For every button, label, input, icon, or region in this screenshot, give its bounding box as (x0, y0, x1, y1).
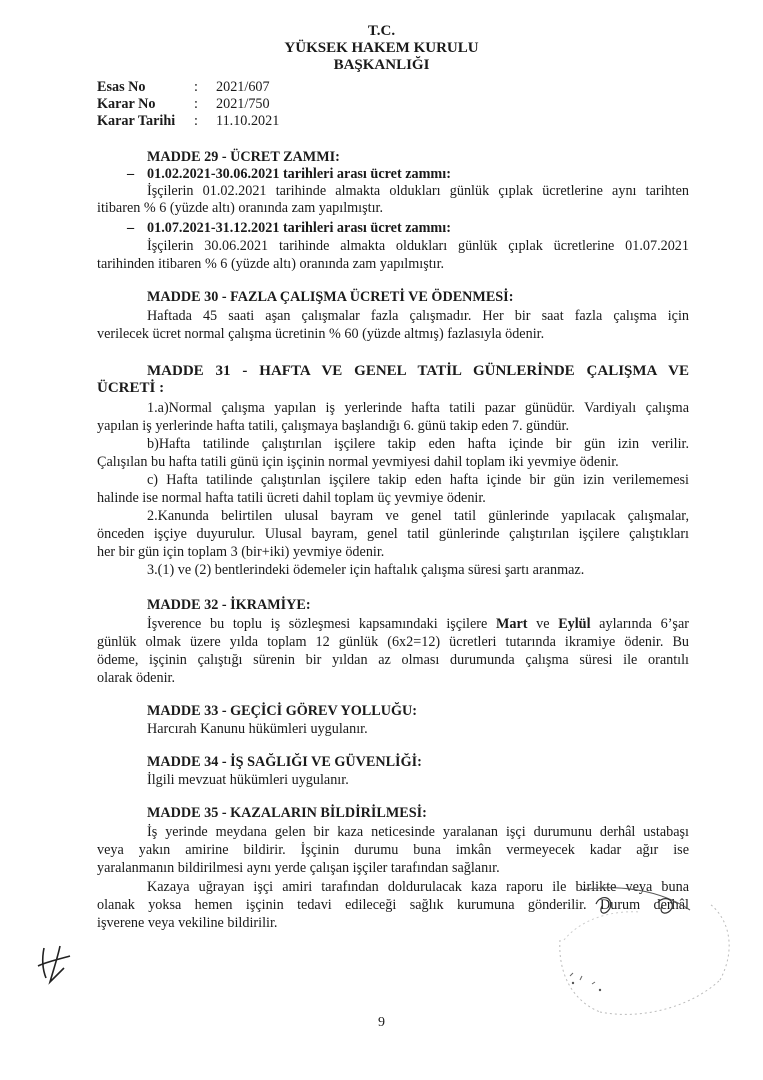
list-dash: – (127, 220, 135, 236)
article-35-line1: İş yerinde meydana gelen bir kaza neticesinde yaralanan işçi durumunu derhâl ustabaşı (147, 824, 689, 840)
article-29-p1-line2: itibaren % 6 (yüzde altı) oranında zam yapılmıştır. (97, 200, 384, 216)
article-32-title: MADDE 32 - İKRAMİYE: (147, 597, 311, 613)
article-32-line1-text-c: ve (527, 616, 559, 632)
article-31-line9: her bir gün için toplam 3 (bir+iki) yevmiye ödenir. (97, 544, 385, 560)
article-35-line3: yaralanmanın bildirilmesi aynı yerde çalışan işçiler tarafından sağlanır. (97, 860, 500, 876)
article-31-line8: önceden işçiye duyurulur. Ulusal bayram, genel tatil günlerinde çalıştırılan işçilere çalıştıkları (97, 526, 689, 542)
article-32-line1 (147, 617, 689, 631)
article-29-p2-line2: tarihinden itibaren % 6 (yüzde altı) oranında zam yapılmıştır. (97, 256, 445, 272)
article-29-subheading-2: 01.07.2021-31.12.2021 tarihleri arası ücret zammı: (147, 220, 451, 236)
article-29-title: MADDE 29 - ÜCRET ZAMMI: (147, 149, 340, 165)
article-32-line2: günlük olmak üzere yılda toplam 12 günlük (6x2=12) ücretleri tutarında ikramiye ödenir. Bu (97, 634, 689, 650)
karar-tarihi-value: 11.10.2021 (216, 113, 280, 129)
article-32-line4: olarak ödenir. (97, 670, 176, 686)
article-29-subheading-1: 01.02.2021-30.06.2021 tarihleri arası ücret zammı: (147, 166, 451, 182)
esas-colon: : (194, 79, 198, 95)
signature-stamp (540, 880, 740, 1020)
article-31-line4: Çalışılan bu hafta tatili günü için işçinin normal yevmiyesi dahil toplam iki yevmiye ödenir. (97, 454, 619, 470)
header-tc: T.C. (367, 23, 396, 39)
article-35-line5: olanak yoksa hemen işçinin tedavi edileceği sağlık kurumuna gönderilir. Durum derhâl (97, 897, 689, 913)
article-30-line2: verilecek ücret normal çalışma ücretinin % 60 (yüzde altmış) fazlasıyla ödenir. (97, 326, 545, 342)
header-institution: YÜKSEK HAKEM KURULU (284, 40, 479, 56)
month-mart: Mart (495, 616, 528, 632)
header-presidency: BAŞKANLIĞI (333, 57, 430, 73)
article-31-line1: 1.a)Normal çalışma yapılan iş yerlerinde hafta tatili pazar günüdür. Vardiyalı çalışma (147, 400, 689, 416)
article-33-line1: Harcırah Kanunu hükümleri uygulanır. (147, 721, 368, 737)
list-dash: – (127, 166, 135, 182)
article-35-line6: işverene veya vekiline bildirilir. (97, 915, 278, 931)
article-32-line1-text-e: aylarında 6’şar (590, 616, 689, 632)
karar-tarihi-colon: : (194, 113, 198, 129)
article-31-title-line2: ÜCRETİ : (97, 380, 165, 396)
article-32-line1-text-a: İşverence bu toplu iş sözleşmesi kapsamındaki işçilere (147, 616, 496, 632)
article-30-title: MADDE 30 - FAZLA ÇALIŞMA ÜCRETİ VE ÖDENMESİ: (147, 289, 514, 305)
handwritten-initial-left (30, 938, 80, 988)
karar-value: 2021/750 (216, 96, 270, 112)
article-31-line2: yapılan iş yerlerinde hafta tatili, çalışmaya başlandığı 6. günü takip eden 7. gündür. (97, 418, 569, 434)
article-29-p1-line1: İşçilerin 01.02.2021 tarihinde almakta oldukları günlük çıplak ücretlerine aynı tarihten (147, 183, 689, 199)
article-32-line3: ödeme, işçinin çalıştığı sürenin bir yıldan az olması durumunda çalışma süresi ile orantılı (97, 652, 689, 668)
article-31-line6: halinde ise normal hafta tatili ücreti dahil toplam üç yevmiye ödenir. (97, 490, 486, 506)
article-31-line10: 3.(1) ve (2) bentlerindeki ödemeler için haftalık çalışma süresi şartı aranmaz. (147, 562, 585, 578)
page-number: 9 (378, 1015, 385, 1030)
article-30-line1: Haftada 45 saati aşan çalışmalar fazla çalışmadır. Her bir saat fazla çalışma için (147, 308, 689, 324)
article-31-title-line1: MADDE 31 - HAFTA VE GENEL TATİL GÜNLERİNDE ÇALIŞMA VE (147, 363, 689, 379)
article-34-title: MADDE 34 - İŞ SAĞLIĞI VE GÜVENLİĞİ: (147, 754, 422, 770)
article-35-line2: veya yakın amirine bildirir. İşçinin durumu buna imkân vermeyecek kadar ağır ise (97, 842, 689, 858)
article-35-title: MADDE 35 - KAZALARIN BİLDİRİLMESİ: (147, 805, 427, 821)
esas-label: Esas No (97, 79, 146, 95)
esas-value: 2021/607 (216, 79, 270, 95)
article-34-line1: İlgili mevzuat hükümleri uygulanır. (147, 772, 349, 788)
article-29-p2-line1: İşçilerin 30.06.2021 tarihinde almakta oldukları günlük çıplak ücretlerine 01.07.2021 (147, 238, 689, 254)
article-31-line3: b)Hafta tatilinde çalıştırılan işçilere takip eden hafta içinde bir gün izin verilir. (147, 436, 689, 452)
article-35-line4: Kazaya uğrayan işçi amiri tarafından doldurulacak kaza raporu ile birlikte veya buna (147, 879, 689, 895)
article-31-line7: 2.Kanunda belirtilen ulusal bayram ve genel tatil günlerinde yapılacak çalışmalar, (147, 508, 689, 524)
karar-tarihi-label: Karar Tarihi (97, 113, 176, 129)
month-eylul: Eylül (558, 616, 591, 632)
article-31-line5: c) Hafta tatilinde çalıştırılan işçilere takip eden hafta içinde bir gün izin verilememesi (147, 472, 689, 488)
article-33-title: MADDE 33 - GEÇİCİ GÖREV YOLLUĞU: (147, 703, 417, 719)
karar-label: Karar No (97, 96, 156, 112)
karar-colon: : (194, 96, 198, 112)
